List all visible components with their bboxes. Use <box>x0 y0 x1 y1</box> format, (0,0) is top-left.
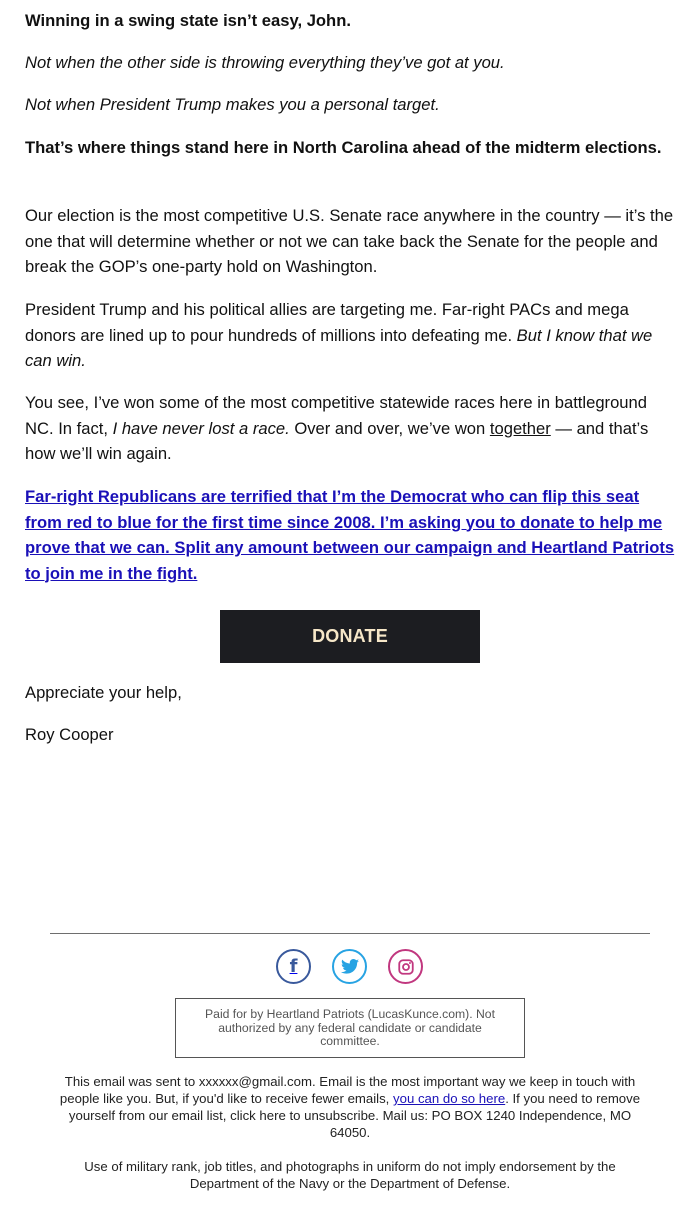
email-notice <box>50 1073 650 1141</box>
twitter-bird-icon <box>341 959 359 974</box>
paragraph-3-text-c: — and that’s how we’ll win again. <box>25 418 649 463</box>
twitter-icon[interactable] <box>332 949 367 984</box>
signature: Roy Cooper <box>25 725 114 744</box>
paragraph-3-text-b: Over and over, we’ve won <box>289 418 490 438</box>
paragraph-2-emphasis: But I know that we can win. <box>25 325 653 370</box>
recipient-email: xxxxxx@gmail.com <box>198 1074 312 1089</box>
email-notice-text-c: . If you need to remove yourself from our email list, click here to unsubscribe. Mail us: PO BOX 1240 Independence, MO 64050. <box>68 1091 641 1140</box>
paragraph-3-underline: together <box>489 418 551 438</box>
paragraph-3-text-a: You see, I’ve won some of the most competitive statewide races here in battleground NC. In fact, <box>25 393 647 438</box>
intro-line-2: Not when President Trump makes you a personal target. <box>25 95 440 114</box>
instagram-camera-icon <box>397 958 415 976</box>
paragraph-2 <box>25 297 675 374</box>
greeting: Winning in a swing state isn’t easy, John. <box>25 11 351 30</box>
paragraph-1: Our election is the most competitive U.S. Senate race anywhere in the country — it’s the one that will determine whether or not we can take back the Senate for the people and break the GOP’s one-party hold on Washington. <box>25 206 674 276</box>
email-notice-text-b: . Email is the most important way we keep in touch with people like you. But, if you'd like to receive fewer emails, <box>59 1074 636 1106</box>
military-disclaimer: Use of military rank, job titles, and photographs in uniform do not imply endorsement by the Department of the Navy or the Department of Defense. <box>84 1159 616 1191</box>
footer-divider <box>50 933 650 934</box>
paragraph-3 <box>25 390 675 467</box>
fewer-emails-link[interactable]: you can do so here <box>393 1091 506 1106</box>
donate-button[interactable]: DONATE <box>220 610 480 663</box>
facebook-glyph: f <box>289 955 298 977</box>
email-notice-text-a: This email was sent to <box>64 1074 199 1089</box>
donate-appeal-link[interactable]: Far-right Republicans are terrified that I’m the Democrat who can flip this seat from red to blue for the first time since 2008. I’m asking you to donate to help me prove that we can. Split any amount between our campaign and Heartland Patriots to join me in the fight. <box>25 487 675 583</box>
headline: That’s where things stand here in North Carolina ahead of the midterm elections. <box>25 138 662 157</box>
instagram-icon[interactable] <box>388 949 423 984</box>
paragraph-2-text: President Trump and his political allies are targeting me. Far-right PACs and mega donors are lined up to pour hundreds of millions into defeating me. <box>25 300 629 345</box>
intro-line-1: Not when the other side is throwing everything they’ve got at you. <box>25 53 505 72</box>
paid-for-disclaimer: Paid for by Heartland Patriots (LucasKunce.com). Not authorized by any federal candidate or candidate committee. <box>175 998 525 1058</box>
facebook-icon[interactable] <box>276 949 311 984</box>
closing: Appreciate your help, <box>25 683 182 702</box>
paragraph-3-emphasis: I have never lost a race. <box>112 418 290 438</box>
